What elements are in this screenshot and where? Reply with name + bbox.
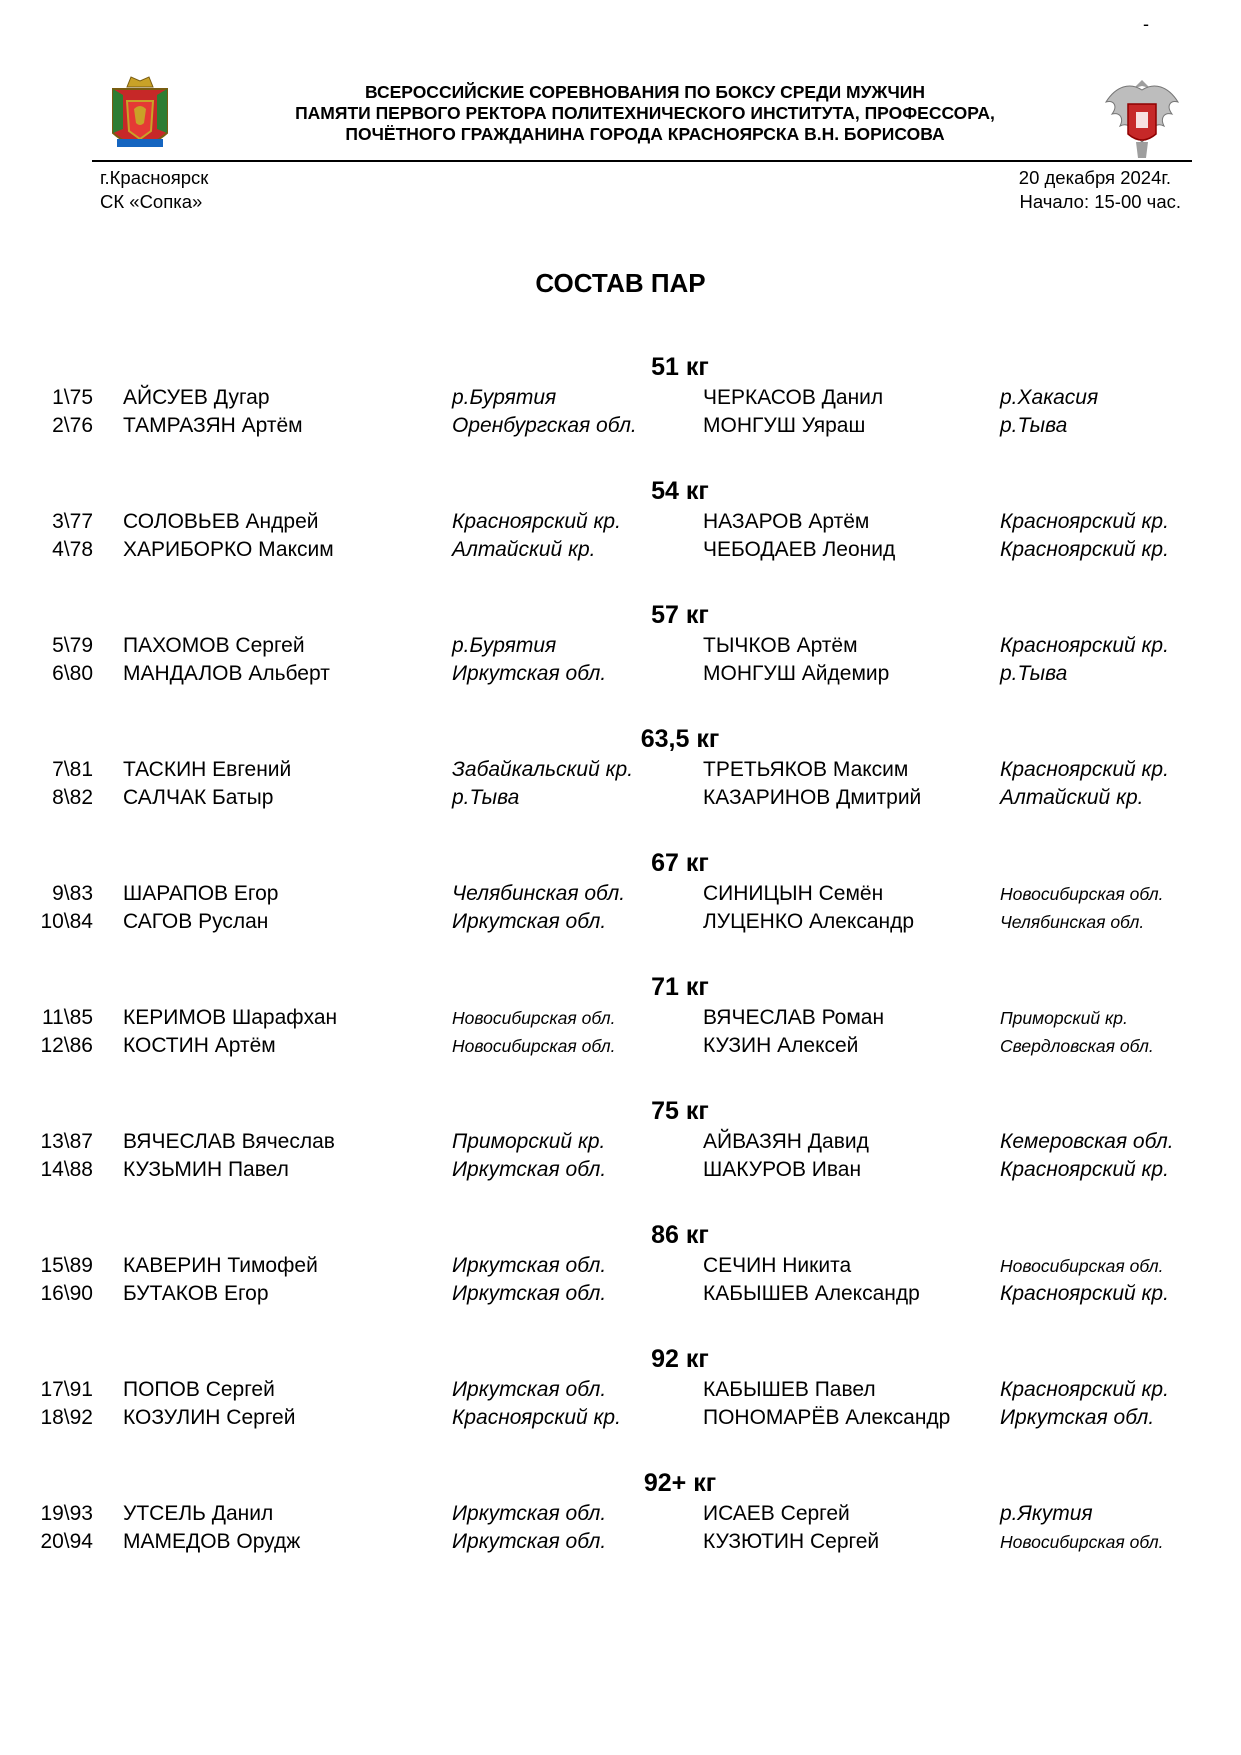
title-line-1: ВСЕРОССИЙСКИЕ СОРЕВНОВАНИЯ ПО БОКСУ СРЕДИ МУЖЧИН [364,82,926,102]
boxer-1-region: Приморский кр. [452,1130,606,1153]
pair-number: 17\91 [40,1378,93,1401]
boxer-2-region: Свердловская обл. [1000,1036,1154,1056]
boxer-2-region: Новосибирская обл. [1000,884,1164,904]
boxer-1-region: р.Бурятия [452,634,557,657]
boxer-1-name: ШАРАПОВ Егор [123,882,279,905]
pair-row [0,784,1241,812]
boxer-1-region: Иркутская обл. [452,1282,607,1305]
weight-class-section [0,724,1241,848]
boxer-2-name: КУЗИН Алексей [703,1034,859,1057]
boxer-1-name: ПОПОВ Сергей [123,1378,275,1401]
boxer-2-name: МОНГУШ Айдемир [703,662,890,685]
weight-class-label: 92+ кг [643,1469,717,1497]
boxer-1-name: ПАХОМОВ Сергей [123,634,305,657]
boxer-2-region: Красноярский кр. [1000,1378,1169,1401]
pair-number: 9\83 [52,882,93,905]
pair-number: 13\87 [40,1130,93,1153]
event-date: 20 декабря 2024г. [1018,167,1171,188]
boxer-1-region: Иркутская обл. [452,910,607,933]
boxer-1-name: САЛЧАК Батыр [123,786,274,809]
boxer-2-name: ЧЕБОДАЕВ Леонид [703,538,896,561]
boxer-2-name: ПОНОМАРЁВ Александр [703,1406,951,1429]
boxer-1-region: р.Бурятия [452,386,557,409]
pair-row [0,384,1241,412]
pair-row [0,1156,1241,1184]
boxer-2-region: р.Хакасия [1000,386,1099,409]
boxer-2-name: НАЗАРОВ Артём [703,510,870,533]
location-block [100,166,208,214]
boxer-1-name: МАМЕДОВ Орудж [123,1530,301,1553]
boxer-2-name: МОНГУШ Уяраш [703,414,866,437]
pair-number: 11\85 [42,1006,93,1029]
pair-number: 6\80 [52,662,93,685]
boxer-1-region: Новосибирская обл. [452,1036,616,1056]
weight-class-section [0,600,1241,724]
pair-row [0,1252,1241,1280]
weight-class-label: 92 кг [651,1345,709,1373]
pair-row [0,508,1241,536]
boxer-2-name: СИНИЦЫН Семён [703,882,884,905]
pair-row [0,880,1241,908]
page-mark: - [1143,14,1149,34]
boxer-2-name: ЛУЦЕНКО Александр [703,910,915,933]
pair-row [0,660,1241,688]
weight-class-label: 63,5 кг [640,725,720,753]
boxer-1-name: КАВЕРИН Тимофей [123,1254,318,1277]
boxer-2-name: ШАКУРОВ Иван [703,1158,862,1181]
date-block [1019,166,1181,214]
pair-number: 12\86 [40,1034,93,1057]
pair-number: 19\93 [40,1502,93,1525]
boxer-2-name: ИСАЕВ Сергей [703,1502,850,1525]
weight-class-label: 67 кг [651,849,709,877]
boxer-2-name: ТЫЧКОВ Артём [703,634,858,657]
boxer-2-name: КАЗАРИНОВ Дмитрий [703,786,922,809]
boxer-2-region: р.Тыва [1000,414,1068,437]
pair-row [0,1004,1241,1032]
boxer-1-name: СОЛОВЬЕВ Андрей [123,510,319,533]
weight-class-label: 54 кг [651,477,709,505]
weight-class-label: 57 кг [651,601,709,629]
boxer-2-region: Челябинская обл. [1000,912,1145,932]
weight-class-section [0,1344,1241,1468]
pair-row [0,1280,1241,1308]
pair-number: 20\94 [40,1530,93,1553]
boxer-2-region: Красноярский кр. [1000,1282,1169,1305]
boxer-2-name: АЙВАЗЯН Давид [703,1130,869,1153]
boxer-1-name: ХАРИБОРКО Максим [123,538,334,561]
boxer-2-region: Красноярский кр. [1000,758,1169,781]
boxer-1-name: БУТАКОВ Егор [123,1282,269,1305]
boxer-1-name: КОЗУЛИН Сергей [123,1406,296,1429]
boxer-1-region: Оренбургская обл. [452,414,637,437]
boxer-2-region: Приморский кр. [1000,1008,1128,1028]
krasnoyarsk-crest-icon [107,73,173,159]
boxer-2-region: Красноярский кр. [1000,1158,1169,1181]
weight-class-section [0,972,1241,1096]
boxer-2-region: Новосибирская обл. [1000,1532,1164,1552]
boxer-2-name: КАБЫШЕВ Павел [703,1378,876,1401]
boxer-1-region: Иркутская обл. [452,1158,607,1181]
boxer-2-name: ЧЕРКАСОВ Данил [703,386,884,409]
pair-number: 2\76 [52,414,93,437]
pair-number: 5\79 [52,634,93,657]
boxer-1-name: АЙСУЕВ Дугар [123,386,270,409]
russian-boxing-federation-emblem-icon [1100,72,1184,162]
weight-class-label: 86 кг [651,1221,709,1249]
title-line-3: ПОЧЁТНОГО ГРАЖДАНИНА ГОРОДА КРАСНОЯРСКА В.Н. БОРИСОВА [345,124,945,144]
boxer-2-region: Алтайский кр. [1000,786,1144,809]
boxer-2-region: Красноярский кр. [1000,634,1169,657]
boxer-1-name: КЕРИМОВ Шарафхан [123,1006,338,1029]
pair-row [0,632,1241,660]
pair-row [0,1376,1241,1404]
boxer-2-region: Кемеровская обл. [1000,1130,1174,1153]
weight-class-section [0,1096,1241,1220]
header-divider [92,160,1192,162]
boxer-1-name: КОСТИН Артём [123,1034,276,1057]
boxer-2-region: р.Тыва [1000,662,1068,685]
pair-number: 14\88 [40,1158,93,1181]
document-title: СОСТАВ ПАР [535,268,706,298]
pair-row [0,1528,1241,1556]
boxer-2-name: КАБЫШЕВ Александр [703,1282,920,1305]
boxer-1-region: Новосибирская обл. [452,1008,616,1028]
boxer-1-region: Иркутская обл. [452,1530,607,1553]
pair-number: 4\78 [52,538,93,561]
pair-number: 10\84 [40,910,93,933]
pair-row [0,908,1241,936]
boxer-2-name: ВЯЧЕСЛАВ Роман [703,1006,885,1029]
boxer-1-region: Иркутская обл. [452,1378,607,1401]
pair-row [0,756,1241,784]
pair-number: 18\92 [40,1406,93,1429]
boxer-2-region: Красноярский кр. [1000,538,1169,561]
boxer-1-region: Красноярский кр. [452,510,621,533]
weight-class-section [0,848,1241,972]
pair-number: 15\89 [40,1254,93,1277]
boxer-2-name: ТРЕТЬЯКОВ Максим [703,758,909,781]
boxer-1-region: Иркутская обл. [452,1502,607,1525]
weight-class-section [0,476,1241,600]
weight-class-section [0,1468,1241,1592]
weight-class-list [0,352,1241,1592]
boxer-1-region: Забайкальский кр. [452,758,634,781]
city: г.Красноярск [100,167,209,188]
pair-number: 1\75 [52,386,93,409]
boxer-2-region: Иркутская обл. [1000,1406,1155,1429]
boxer-1-region: Красноярский кр. [452,1406,621,1429]
venue: СК «Сопка» [100,191,203,212]
boxer-1-region: Челябинская обл. [452,882,626,905]
boxer-1-name: КУЗЬМИН Павел [123,1158,289,1181]
boxer-2-region: Красноярский кр. [1000,510,1169,533]
pair-row [0,1404,1241,1432]
pair-number: 3\77 [52,510,93,533]
title-line-2: ПАМЯТИ ПЕРВОГО РЕКТОРА ПОЛИТЕХНИЧЕСКОГО ИНСТИТУТА, ПРОФЕССОРА, [295,103,995,123]
weight-class-section [0,1220,1241,1344]
weight-class-label: 75 кг [651,1097,709,1125]
boxer-2-region: Новосибирская обл. [1000,1256,1164,1276]
boxer-1-name: ВЯЧЕСЛАВ Вячеслав [123,1130,335,1153]
boxer-1-name: ТАМРАЗЯН Артём [123,414,303,437]
competition-title [200,82,1090,145]
boxer-1-name: МАНДАЛОВ Альберт [123,662,330,685]
pair-row [0,1032,1241,1060]
pair-number: 16\90 [40,1282,93,1305]
weight-class-label: 71 кг [651,973,709,1001]
pair-row [0,536,1241,564]
boxer-1-region: Алтайский кр. [452,538,596,561]
boxer-2-name: КУЗЮТИН Сергей [703,1530,880,1553]
boxer-1-name: УТСЕЛЬ Данил [123,1502,274,1525]
boxer-1-name: САГОВ Руслан [123,910,269,933]
boxer-2-region: р.Якутия [1000,1502,1093,1525]
weight-class-section [0,352,1241,476]
pair-row [0,1128,1241,1156]
pair-row [0,1500,1241,1528]
pair-number: 7\81 [52,758,93,781]
start-time: Начало: 15-00 час. [1019,191,1181,212]
pair-number: 8\82 [52,786,93,809]
boxer-1-region: р.Тыва [452,786,520,809]
boxer-2-name: СЕЧИН Никита [703,1254,852,1277]
pair-row [0,412,1241,440]
boxer-1-region: Иркутская обл. [452,1254,607,1277]
weight-class-label: 51 кг [651,353,709,381]
boxer-1-name: ТАСКИН Евгений [123,758,292,781]
boxer-1-region: Иркутская обл. [452,662,607,685]
